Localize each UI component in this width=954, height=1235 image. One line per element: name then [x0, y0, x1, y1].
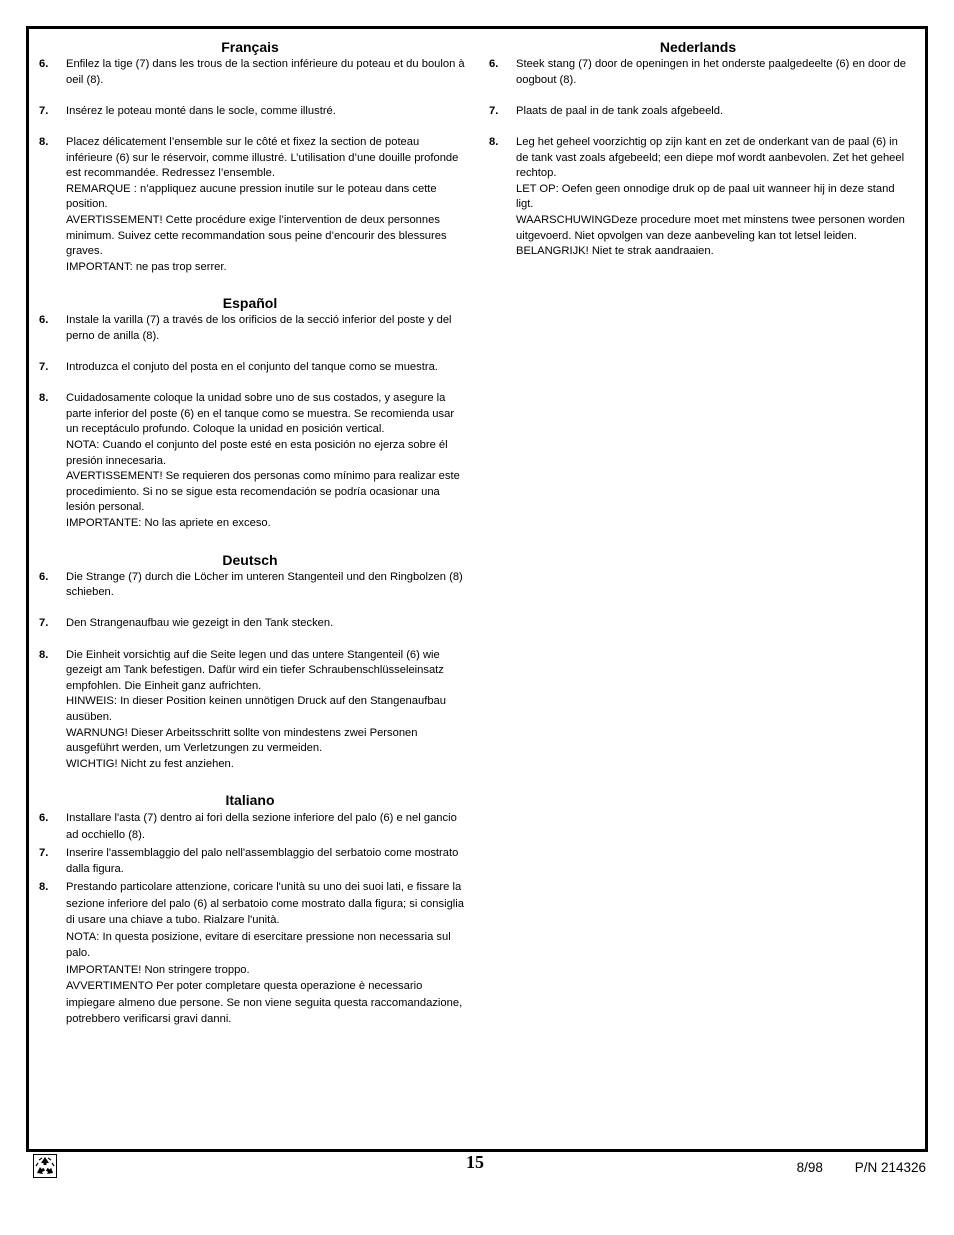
step-text: [516, 135, 911, 260]
instruction-step: [35, 360, 465, 376]
step-text: [66, 104, 465, 120]
right-column: [485, 39, 911, 280]
step-paragraph: LET OP: Oefen geen onnodige druk op de paal uit wanneer hij in deze stand ligt.: [516, 182, 895, 211]
step-paragraph: WICHTIG! Nicht zu fest anziehen.: [66, 757, 234, 770]
step-paragraph: NOTA: In questa posizione, evitare di esercitare pressione non necessaria sul palo.: [66, 930, 451, 960]
step-number: 8.: [489, 135, 499, 148]
step-text: [66, 810, 465, 843]
instruction-step: [35, 648, 465, 773]
instruction-step: [485, 57, 911, 88]
step-paragraph: Insérez le poteau monté dans le socle, comme illustré.: [66, 104, 336, 117]
instruction-step: [35, 616, 465, 632]
step-paragraph: AVERTISSEMENT! Se requieren dos personas como mínimo para realizar este procedimiento. Si no se sigue esta recomendación se podría ocasionar una lesión personal.: [66, 470, 460, 514]
step-paragraph: Die Strange (7) durch die Löcher im unteren Stangenteil und den Ringbolzen (8) schieben.: [66, 570, 463, 599]
step-paragraph: NOTA: Cuando el conjunto del poste esté en esta posición no ejerza sobre él presión innecesaria.: [66, 439, 448, 467]
step-paragraph: Enfilez la tige (7) dans les trous de la section inférieure du poteau et du boulon à oeil (8).: [66, 58, 465, 86]
recycle-icon: [33, 1154, 57, 1178]
step-text: [66, 879, 465, 1028]
step-text: [516, 57, 911, 88]
step-number: 6.: [39, 570, 49, 583]
step-number: 6.: [489, 58, 499, 70]
section-title: Español: [222, 295, 278, 312]
step-paragraph: Cuidadosamente coloque la unidad sobre uno de sus costados, y asegure la parte inferior del poste (6) en el tanque como se muestra. Se recomienda usar un receptáculo profundo. Coloque la unidad en posición vertical.: [66, 392, 455, 436]
instruction-step: [35, 104, 465, 120]
step-text: [516, 104, 911, 120]
step-paragraph: IMPORTANT: ne pas trop serrer.: [66, 260, 227, 273]
step-paragraph: Plaats de paal in de tank zoals afgebeeld.: [516, 104, 724, 117]
step-text: [66, 360, 465, 376]
step-paragraph: Introduzca el conjuto del posta en el conjunto del tanque como se muestra.: [66, 361, 438, 374]
step-number: 6.: [39, 812, 49, 825]
step-number: 7.: [39, 104, 49, 117]
page-number: 15: [466, 1152, 484, 1172]
part-number: P/N 214326: [854, 1160, 926, 1175]
step-paragraph: BELANGRIJK! Niet te strak aandraaien.: [516, 245, 714, 258]
step-paragraph: AVVERTIMENTO Per poter completare questa operazione è necessario impiegare almeno due persone. Se non viene seguita questa raccomandazione, potrebbero verificarsi gravi danni.: [66, 980, 463, 1026]
step-paragraph: AVERTISSEMENT! Cette procédure exige l’intervention de deux personnes minimum. Suivez cette recommandation sous peine d’encourir des blessures graves.: [66, 213, 447, 258]
step-number: 8.: [39, 135, 49, 148]
content-frame: [26, 26, 928, 1152]
revision-date: 8/98: [796, 1160, 823, 1175]
language-section: [35, 792, 465, 1028]
step-paragraph: Leg het geheel voorzichtig op zijn kant en zet de onderkant van de paal (6) in de tank vast zoals afgebeeld; een diepe mof wordt aanbevolen. Zet het geheel rechtop.: [516, 135, 905, 180]
instruction-step: [35, 57, 465, 88]
step-paragraph: REMARQUE : n’appliquez aucune pression inutile sur le poteau dans cette position.: [66, 182, 437, 211]
language-section: [35, 552, 465, 773]
step-paragraph: Instale la varilla (7) a través de los orificios de la secció inferior del poste y del perno de anilla (8).: [66, 314, 452, 342]
step-number: 8.: [39, 648, 49, 661]
section-title: Italiano: [225, 792, 275, 809]
step-text: [66, 570, 465, 601]
step-paragraph: Placez délicatement l’ensemble sur le côté et fixez la section de poteau inférieure (6) sur le réservoir, comme illustré. L’utilisation d’une douille profonde est recommandée. Redressez l’ensemble.: [66, 135, 459, 180]
instruction-step: [35, 810, 465, 843]
step-paragraph: IMPORTANTE: No las apriete en exceso.: [66, 517, 271, 530]
step-paragraph: Inserire l'assemblaggio del palo nell'assemblaggio del serbatoio come mostrato dalla figura.: [66, 846, 459, 876]
step-paragraph: Die Einheit vorsichtig auf die Seite legen und das untere Stangenteil (6) wie gezeigt am Tank befestigen. Dafür wird ein tiefer Schraubenschlüsseleinsatz empfohlen. Die Einheit ganz aufrichten.: [66, 648, 444, 692]
step-number: 7.: [489, 104, 499, 117]
instruction-step: [35, 391, 465, 531]
step-paragraph: WARNUNG! Dieser Arbeitsschritt sollte von mindestens zwei Personen ausgeführt werden, um Verletzungen zu vermeiden.: [66, 726, 418, 755]
section-title: Français: [221, 39, 279, 55]
step-paragraph: IMPORTANTE! Non stringere troppo.: [66, 963, 250, 976]
language-section: [485, 39, 911, 260]
left-column: [35, 39, 465, 1048]
language-section: [35, 295, 465, 531]
language-section: [35, 39, 465, 275]
instruction-step: [35, 879, 465, 1028]
step-number: 7.: [39, 846, 49, 859]
instruction-step: [35, 313, 465, 344]
step-number: 6.: [39, 314, 49, 327]
instruction-step: [35, 135, 465, 275]
instruction-step: [35, 570, 465, 601]
step-paragraph: Installare l'asta (7) dentro ai fori della sezione inferiore del palo (6) e nel gancio ad occhiello (8).: [66, 812, 457, 841]
step-number: 6.: [39, 58, 49, 70]
step-number: 7.: [39, 361, 49, 374]
footer-info: [797, 1160, 926, 1175]
instruction-step: [35, 845, 465, 878]
step-text: [66, 391, 465, 531]
step-text: [66, 648, 465, 773]
section-title: Nederlands: [659, 39, 737, 55]
step-number: 8.: [39, 392, 49, 405]
step-text: [66, 616, 465, 632]
step-text: [66, 135, 465, 275]
section-title: Deutsch: [222, 551, 278, 568]
step-text: [66, 313, 465, 344]
step-paragraph: Steek stang (7) door de openingen in het onderste paalgedeelte (6) en door de oogbout (8).: [516, 58, 906, 86]
step-number: 7.: [39, 617, 49, 630]
step-paragraph: Prestando particolare attenzione, coricare l'unità su uno dei suoi lati, e fissare la sezione inferiore del palo (6) al serbatoio come mostrato dalla figura; si consiglia di usare una chiave a tubo. Rialzare l'unità.: [66, 881, 464, 927]
instruction-step: [485, 104, 911, 120]
step-paragraph: HINWEIS: In dieser Position keinen unnötigen Druck auf den Stangenaufbau ausüben.: [66, 695, 446, 723]
instruction-step: [485, 135, 911, 260]
step-paragraph: Den Strangenaufbau wie gezeigt in den Tank stecken.: [66, 617, 334, 630]
step-text: [66, 57, 465, 88]
step-text: [66, 845, 465, 878]
step-paragraph: WAARSCHUWINGDeze procedure moet met minstens twee personen worden uitgevoerd. Niet opvolgen van deze aanbeveling kan tot letsel leiden.: [516, 213, 905, 242]
step-number: 8.: [39, 881, 49, 894]
